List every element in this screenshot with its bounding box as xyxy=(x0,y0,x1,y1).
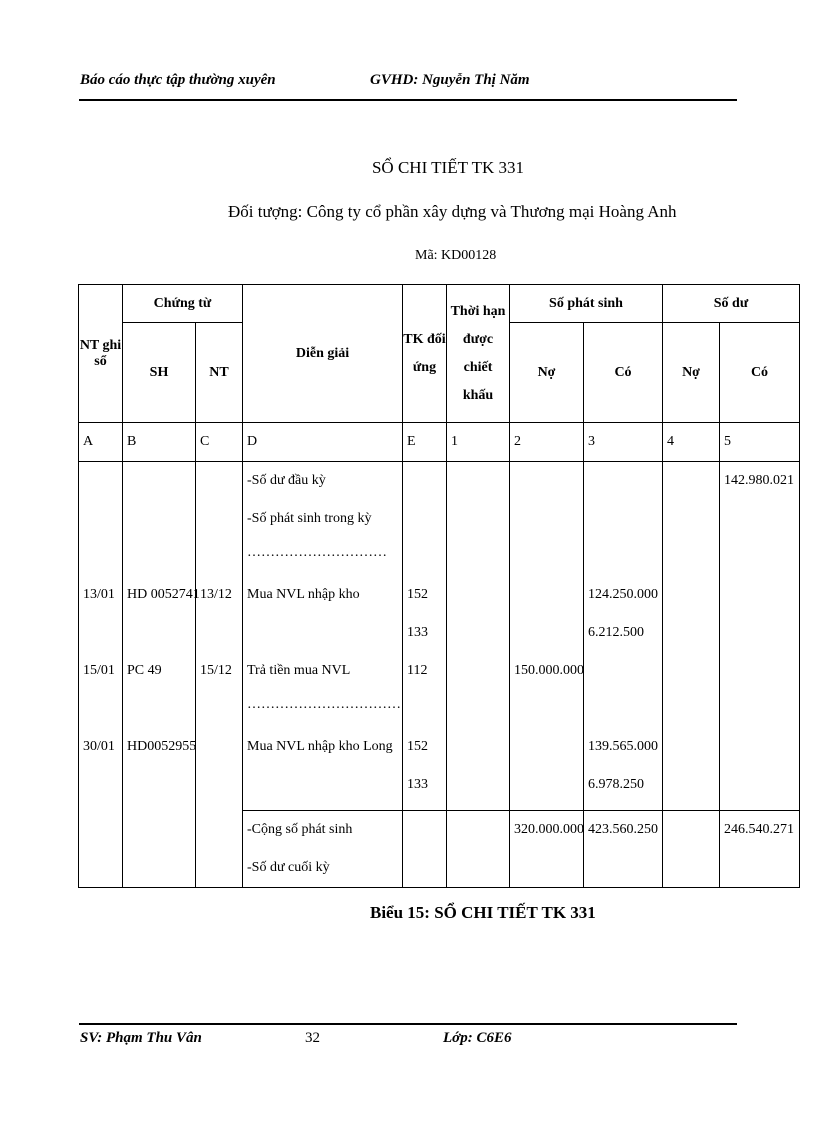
cell-date xyxy=(79,462,122,500)
cell-description: -Số dư đầu kỳ xyxy=(247,473,326,488)
cell-balance-credit xyxy=(720,766,799,804)
cell-voucher-date xyxy=(196,538,242,576)
cell-description: ………………………… xyxy=(247,545,387,560)
cell-balance-debit xyxy=(663,652,719,690)
col-sh: SH xyxy=(123,323,196,423)
ledger-title: SỔ CHI TIẾT TK 331 xyxy=(371,158,525,177)
cell-debit: 150.000.000 xyxy=(514,663,584,678)
col-du-no: Nợ xyxy=(663,323,720,423)
cell-date: 13/01 xyxy=(83,587,115,602)
cell-voucher-date xyxy=(196,462,242,500)
cell-balance-credit xyxy=(720,538,799,576)
cell-balance-credit xyxy=(720,728,799,766)
col-tk-doi-ung: TK đối ứng xyxy=(403,285,447,423)
cell-voucher-date xyxy=(196,766,242,804)
cell-credit xyxy=(584,462,662,500)
entries-col-voucher-no xyxy=(123,462,200,811)
cell-voucher-date xyxy=(196,690,242,728)
cell-account: 133 xyxy=(407,625,428,640)
cell-date xyxy=(79,538,122,576)
cell-credit: 139.565.000 xyxy=(588,739,658,754)
cell-balance-credit xyxy=(720,690,799,728)
col-du-co: Có xyxy=(720,323,800,423)
cell-date xyxy=(79,500,122,538)
cell-voucher-no: HD 0052741 xyxy=(127,587,200,602)
col-nt-ghi-so: NT ghi sổ xyxy=(79,285,123,423)
header-rule xyxy=(79,99,737,101)
cell-debit xyxy=(510,690,583,728)
cell-account xyxy=(403,690,446,728)
cell-discount-term xyxy=(447,728,509,766)
col-chung-tu: Chứng từ xyxy=(123,285,243,323)
ledger-subject: Đối tượng: Công ty cổ phần xây dựng và Thương mại Hoàng Anh xyxy=(228,202,677,221)
ledger-code: Mã: KD00128 xyxy=(415,248,497,263)
cell-balance-debit xyxy=(663,766,719,804)
cell-description: …………………………… xyxy=(247,697,401,712)
col-ps-no: Nợ xyxy=(510,323,584,423)
cell-voucher-no xyxy=(123,690,195,728)
entries-col-credit xyxy=(584,462,663,811)
code-row: A B C D E 1 2 3 4 5 xyxy=(79,423,800,462)
total-ps-co: 423.560.250 xyxy=(588,822,658,837)
cell-balance-debit xyxy=(663,576,719,614)
cell-credit: 6.978.250 xyxy=(588,777,644,792)
cell-date xyxy=(79,614,122,652)
cell-account: 152 xyxy=(407,587,428,602)
header-left: Báo cáo thực tập thường xuyên xyxy=(80,72,276,88)
cell-description: Trả tiền mua NVL xyxy=(247,663,351,678)
footer-page: 32 xyxy=(305,1030,320,1046)
cell-date xyxy=(79,690,122,728)
header-right: GVHD: Nguyễn Thị Năm xyxy=(370,72,530,88)
cell-credit xyxy=(584,500,662,538)
cell-balance-credit xyxy=(720,614,799,652)
footer-student: SV: Phạm Thu Vân xyxy=(80,1030,202,1046)
cell-balance-debit xyxy=(663,538,719,576)
totals-row xyxy=(79,811,800,888)
cell-account xyxy=(403,500,446,538)
cell-balance-debit xyxy=(663,728,719,766)
cell-description: Mua NVL nhập kho xyxy=(247,587,360,602)
cell-account xyxy=(403,462,446,500)
entries-block xyxy=(79,462,800,811)
col-so-phat-sinh: Số phát sinh xyxy=(510,285,663,323)
cell-date: 15/01 xyxy=(83,663,115,678)
cell-date: 30/01 xyxy=(83,739,115,754)
cell-balance-debit xyxy=(663,690,719,728)
cell-credit: 124.250.000 xyxy=(588,587,658,602)
col-ps-co: Có xyxy=(584,323,663,423)
cell-discount-term xyxy=(447,690,509,728)
cell-credit xyxy=(584,538,662,576)
cell-discount-term xyxy=(447,462,509,500)
footer-class: Lớp: C6E6 xyxy=(443,1030,512,1046)
cell-balance-credit xyxy=(720,500,799,538)
cell-voucher-no xyxy=(123,614,195,652)
cell-voucher-no xyxy=(123,500,195,538)
entries-col-account xyxy=(403,462,447,811)
entries-col-description xyxy=(243,462,403,811)
entries-col-discount-term xyxy=(447,462,510,811)
total-label: -Cộng số phát sinh xyxy=(247,822,353,837)
entries-col-date xyxy=(79,462,123,811)
footer-rule xyxy=(79,1023,737,1025)
cell-debit xyxy=(510,728,583,766)
cell-credit xyxy=(584,690,662,728)
figure-caption: Biểu 15: SỔ CHI TIẾT TK 331 xyxy=(370,903,596,922)
cell-voucher-no xyxy=(123,766,195,804)
cell-debit xyxy=(510,766,583,804)
cell-balance-debit xyxy=(663,462,719,500)
cell-debit xyxy=(510,500,583,538)
col-dien-giai: Diễn giải xyxy=(243,285,403,423)
closing-label: -Số dư cuối kỳ xyxy=(247,860,330,875)
cell-description xyxy=(243,766,402,804)
cell-description: -Số phát sinh trong kỳ xyxy=(247,511,372,526)
cell-debit xyxy=(510,614,583,652)
cell-discount-term xyxy=(447,576,509,614)
cell-voucher-date xyxy=(196,500,242,538)
total-ps-no: 320.000.000 xyxy=(514,822,584,837)
cell-voucher-date xyxy=(196,728,242,766)
col-so-du: Số dư xyxy=(663,285,800,323)
cell-account xyxy=(403,538,446,576)
cell-voucher-no: PC 49 xyxy=(127,663,162,678)
cell-voucher-no xyxy=(123,462,195,500)
cell-balance-debit xyxy=(663,500,719,538)
cell-balance-credit xyxy=(720,652,799,690)
closing-du-co: 246.540.271 xyxy=(724,822,794,837)
entries-col-balance-debit xyxy=(663,462,720,811)
cell-account: 112 xyxy=(407,663,428,678)
cell-debit xyxy=(510,576,583,614)
cell-voucher-no: HD0052955 xyxy=(127,739,197,754)
cell-voucher-date xyxy=(196,614,242,652)
cell-balance-credit xyxy=(720,576,799,614)
cell-account: 133 xyxy=(407,777,428,792)
cell-description xyxy=(243,614,402,652)
cell-credit: 6.212.500 xyxy=(588,625,644,640)
cell-date xyxy=(79,766,122,804)
cell-discount-term xyxy=(447,766,509,804)
cell-discount-term xyxy=(447,538,509,576)
cell-discount-term xyxy=(447,500,509,538)
cell-voucher-date: 13/12 xyxy=(200,587,232,602)
ledger-table xyxy=(78,284,800,888)
cell-debit xyxy=(510,462,583,500)
entries-col-debit xyxy=(510,462,584,811)
cell-discount-term xyxy=(447,614,509,652)
cell-balance-debit xyxy=(663,614,719,652)
entries-col-voucher-date xyxy=(196,462,243,811)
col-thoi-han: Thời hạn được chiết khấu xyxy=(447,285,510,423)
cell-credit xyxy=(584,652,662,690)
cell-discount-term xyxy=(447,652,509,690)
cell-balance-credit: 142.980.021 xyxy=(724,473,794,488)
cell-description: Mua NVL nhập kho Long xyxy=(247,739,393,754)
cell-account: 152 xyxy=(407,739,428,754)
cell-debit xyxy=(510,538,583,576)
col-nt: NT xyxy=(196,323,243,423)
cell-voucher-date: 15/12 xyxy=(200,663,232,678)
entries-col-balance-credit xyxy=(720,462,800,811)
cell-voucher-no xyxy=(123,538,195,576)
